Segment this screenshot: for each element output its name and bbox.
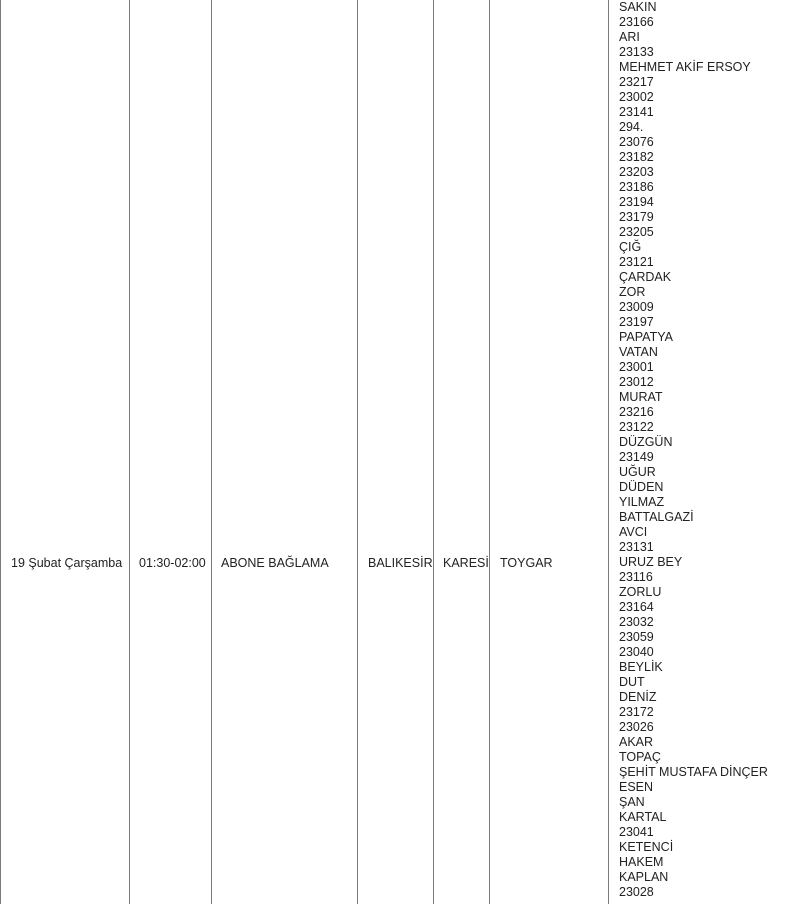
street-item: ÇARDAK xyxy=(619,270,672,284)
street-item: 23216 xyxy=(619,405,654,419)
neighborhood-cell: TOYGAR xyxy=(500,556,553,570)
street-item: 23121 xyxy=(619,255,654,269)
street-item: 23182 xyxy=(619,150,654,164)
street-item: BATTALGAZİ xyxy=(619,510,694,524)
street-item: 23028 xyxy=(619,885,654,899)
street-item: DÜZGÜN xyxy=(619,435,673,449)
province-cell: BALIKESİR xyxy=(368,556,433,570)
street-item: 23009 xyxy=(619,300,654,314)
street-item: 23166 xyxy=(619,15,654,29)
street-item: 23002 xyxy=(619,90,654,104)
street-item: 23131 xyxy=(619,540,654,554)
column-border-5 xyxy=(489,0,490,904)
street-item: KETENCİ xyxy=(619,840,674,854)
street-item: 23197 xyxy=(619,315,654,329)
street-item: URUZ BEY xyxy=(619,555,683,569)
street-item: DENİZ xyxy=(619,690,657,704)
street-item: PAPATYA xyxy=(619,330,673,344)
street-item: TOPAÇ xyxy=(619,750,661,764)
street-item: ESEN xyxy=(619,780,654,794)
street-item: 23076 xyxy=(619,135,654,149)
column-border-0 xyxy=(0,0,1,904)
street-item: YILMAZ xyxy=(619,495,665,509)
street-item: ZOR xyxy=(619,285,646,299)
street-item: 23172 xyxy=(619,705,654,719)
street-item: 23194 xyxy=(619,195,654,209)
street-item: 23186 xyxy=(619,180,654,194)
street-item: DUT xyxy=(619,675,645,689)
street-item: 23149 xyxy=(619,450,654,464)
date-cell: 19 Şubat Çarşamba xyxy=(11,556,123,570)
street-item: 23205 xyxy=(619,225,654,239)
column-border-2 xyxy=(211,0,212,904)
street-item: 23164 xyxy=(619,600,654,614)
street-item: 23116 xyxy=(619,570,653,584)
column-border-6 xyxy=(608,0,609,904)
street-item: SAKIN xyxy=(619,0,657,14)
street-item: MEHMET AKİF ERSOY xyxy=(619,60,751,74)
street-list xyxy=(619,0,768,900)
column-border-3 xyxy=(357,0,358,904)
street-item: 23059 xyxy=(619,630,654,644)
street-item: ZORLU xyxy=(619,585,662,599)
street-item: 23012 xyxy=(619,375,654,389)
street-item: ŞEHİT MUSTAFA DİNÇER xyxy=(619,765,768,779)
street-item: DÜDEN xyxy=(619,480,664,494)
street-item: BEYLİK xyxy=(619,660,663,674)
street-item: 23203 xyxy=(619,165,654,179)
street-item: 23026 xyxy=(619,720,654,734)
street-item: 23217 xyxy=(619,75,654,89)
street-item: ÇIĞ xyxy=(619,240,642,254)
street-item: 294. xyxy=(619,120,644,134)
street-item: ARI xyxy=(619,30,640,44)
street-item: 23040 xyxy=(619,645,654,659)
street-item: MURAT xyxy=(619,390,663,404)
street-item: KAPLAN xyxy=(619,870,669,884)
street-item: 23133 xyxy=(619,45,654,59)
street-item: VATAN xyxy=(619,345,658,359)
street-item: KARTAL xyxy=(619,810,667,824)
street-item: 23041 xyxy=(619,825,654,839)
street-item: 23179 xyxy=(619,210,654,224)
street-item: 23001 xyxy=(619,360,654,374)
street-item: 23122 xyxy=(619,420,654,434)
street-item: UĞUR xyxy=(619,465,656,479)
district-cell: KARESİ xyxy=(443,556,489,570)
street-item: HAKEM xyxy=(619,855,664,869)
column-border-4 xyxy=(433,0,434,904)
street-item: AVCI xyxy=(619,525,648,539)
street-item: 23032 xyxy=(619,615,654,629)
street-item: 23141 xyxy=(619,105,654,119)
column-border-1 xyxy=(129,0,130,904)
time-cell: 01:30-02:00 xyxy=(139,556,206,570)
work-type-cell: ABONE BAĞLAMA xyxy=(221,556,329,570)
street-item: AKAR xyxy=(619,735,654,749)
street-item: ŞAN xyxy=(619,795,645,809)
